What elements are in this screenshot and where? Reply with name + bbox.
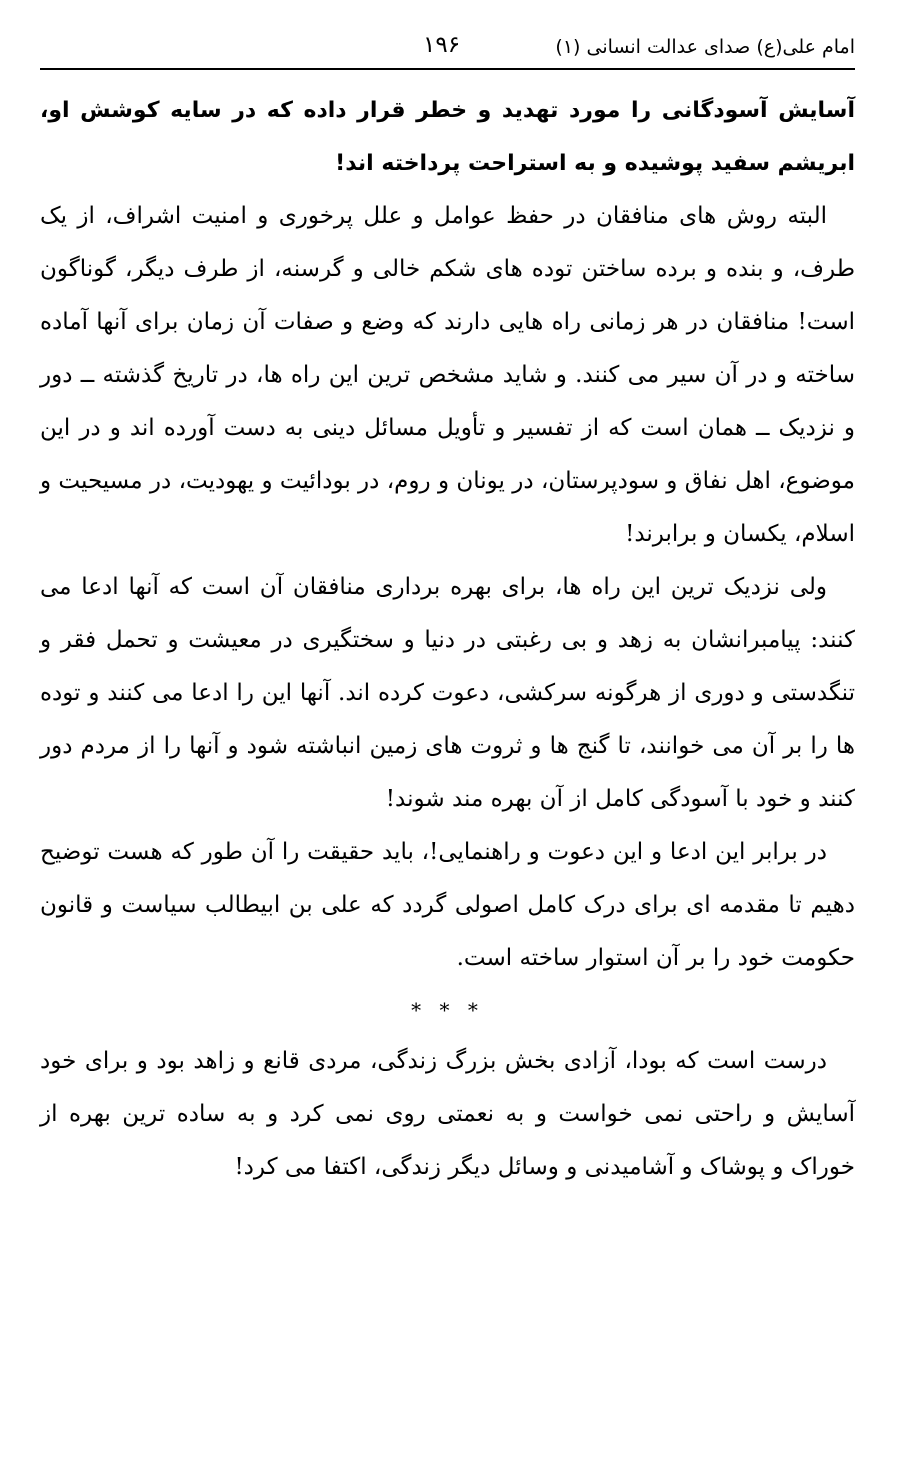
paragraph: درست است که بودا، آزادی بخش بزرگ زندگی، مردی قانع و زاهد بود و برای خود آسایش و راحتی نمی خواست و به نعمتی روی نمی کرد و به ساده ترین بهره از خوراک و پوشاک و آشامیدنی و وسائل دیگر زندگی، اکتفا می کرد! [40, 1048, 855, 1180]
running-title: امام علی(ع) صدای عدالت انسانی (۱) [555, 36, 855, 58]
page-body [40, 84, 855, 1194]
page-header [40, 28, 855, 68]
paragraph: البته روش های منافقان در حفظ عوامل و علل پرخوری و امنیت اشراف، از یک طرف، و بنده و برده ساختن توده های شکم خالی و گرسنه، از طرف دیگر، گوناگون است! منافقان در هر زمانی راه هایی دارند که وضع و صفات آن زمان برای آنها آماده ساخته و در آن سیر می کنند. و شاید مشخص ترین این راه ها، در تاریخ گذشته ــ دور و نزدیک ــ همان است که از تفسیر و تأویل مسائل دینی به دست آورده اند و در این موضوع، اهل نفاق و سودپرستان، در یونان و روم، در بودائیت و یهودیت، در مسیحیت و اسلام، یکسان و برابرند! [40, 203, 856, 547]
bold-paragraph: آسایش آسودگانی را مورد تهدید و خطر قرار داده که در سایه کوشش او، ابریشم سفید پوشیده و به استراحت پرداخته اند! [40, 98, 855, 176]
paragraph: ولی نزدیک ترین این راه ها، برای بهره برداری منافقان آن است که آنها ادعا می کنند: پیامبرانشان به زهد و بی رغبتی در دنیا و سختگیری در معیشت و تحمل فقر و تنگدستی و دوری از هرگونه سرکشی، دعوت کرده اند. آنها این را ادعا می کنند و توده ها را بر آن می خوانند، تا گنج ها و ثروت های زمین انباشته شود و آنها را از مردم دور کنند و خود با آسودگی کامل از آن بهره مند شوند! [40, 574, 855, 812]
header-divider [40, 68, 855, 70]
section-separator: * * * [411, 998, 484, 1022]
document-page [40, 28, 855, 1194]
paragraph: در برابر این ادعا و این دعوت و راهنمایی!، باید حقیقت را آن طور که هست توضیح دهیم تا مقدمه ای برای درک کامل اصولی گردد که علی بن ابیطالب سیاست و قانون حکومت خود را بر آن استوار ساخته است. [40, 839, 855, 971]
page-number: ۱۹۶ [423, 32, 461, 58]
